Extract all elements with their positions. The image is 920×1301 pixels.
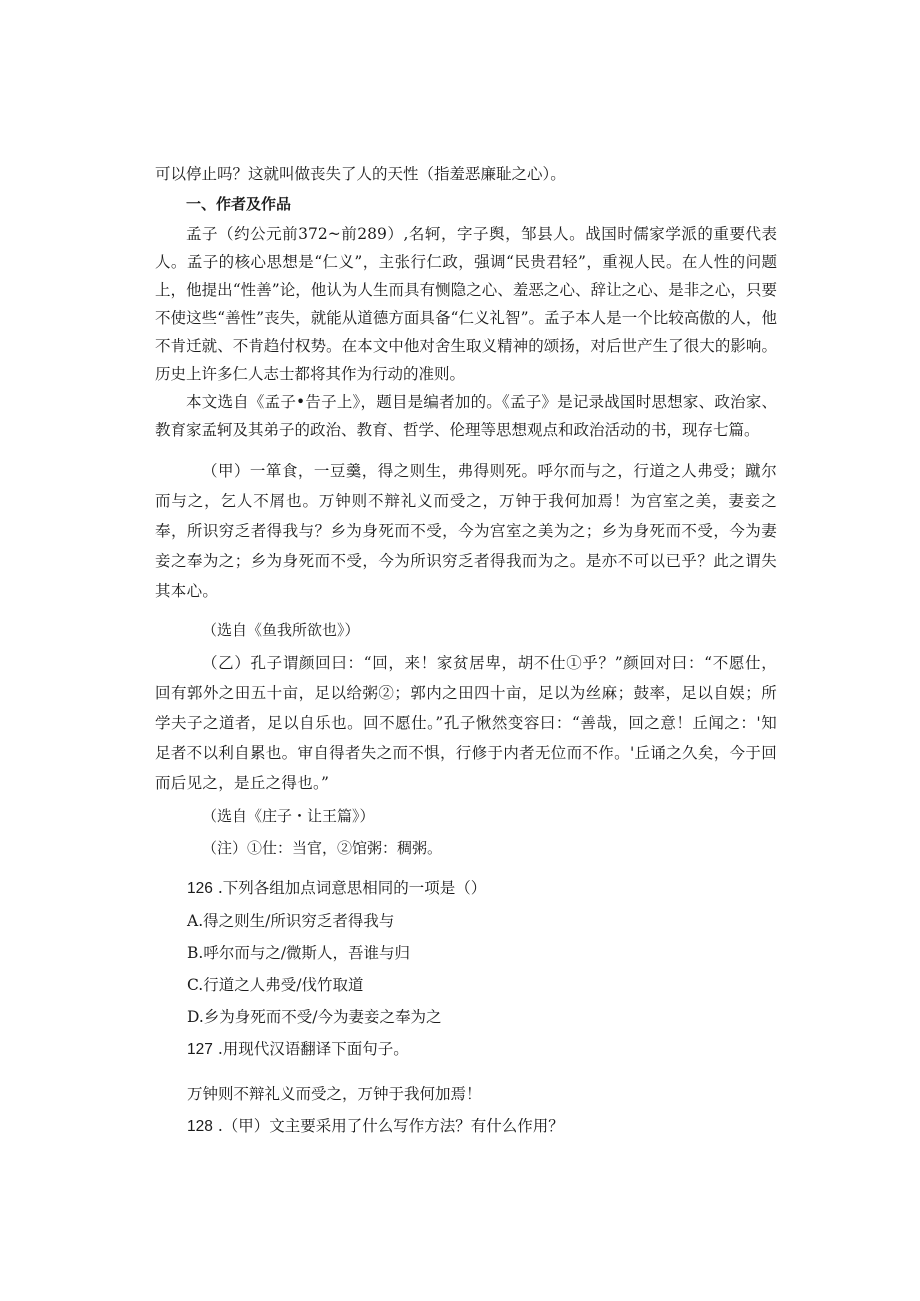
question-number: 126 [187, 880, 213, 897]
question-text: .下列各组加点词意思相同的一项是（） [217, 879, 487, 897]
passage-jia: （甲）一箪食，一豆羹，得之则生，弗得则死。呼尔而与之，行道之人弗受；蹴尔而与之，乞人不屑也。万钟则不辩礼义而受之，万钟于我何加焉！为宫室之美，妻妾之奉，所识穷乏者得我与？乡为身死而不受，今为宫室之美为之；乡为身死而不受，今为妻妾之奉为之；乡为身死而不受，今为所识穷乏者得我而为之。是亦不可以已乎？此之谓失其本心。 [155, 462, 777, 600]
question-number: 128 [187, 1118, 213, 1135]
passage-yi-note: （注）①仕：当官，②馆粥：稠粥。 [202, 839, 443, 857]
author-paragraph: 孟子（约公元前372~前289）,名轲，字子舆，邹县人。战国时儒家学派的重要代表人。孟子的核心思想是“仁义”，主张行仁政，强调“民贵君轻”，重视人民。在人性的问题上，他提出“性善”论，他认为人生而具有恻隐之心、羞恶之心、辞让之心、是非之心，只要不使这些“善性”丧失，就能从道德方面具备“仁义礼智”。孟子本人是一个比较高傲的人，他不肯迁就、不肯趋付权势。在本文中他对舍生取义精神的颂扬，对后世产生了很大的影响。历史上许多仁人志士都将其作为行动的准则。 [155, 225, 777, 383]
question-number: 127 [187, 1041, 213, 1058]
document-page [155, 160, 777, 1141]
passage-yi-source: （选自《庄子・让王篇》） [202, 807, 375, 825]
section-heading-author-works: 一、作者及作品 [186, 195, 292, 213]
translation-sentence: 万钟则不辩礼义而受之，万钟于我何加焉！ [187, 1085, 482, 1103]
question-text: .（甲）文主要采用了什么写作方法？有什么作用？ [217, 1117, 564, 1135]
intro-tail-paragraph: 可以停止吗？这就叫做丧失了人的天性（指羞恶廉耻之心）。 [155, 165, 566, 183]
option-c: C.行道之人弗受/伐竹取道 [187, 976, 364, 994]
question-127 [187, 1035, 777, 1064]
passage-jia-source: （选自《鱼我所欲也》） [202, 621, 360, 639]
option-b: B.呼尔而与之/微斯人，吾谁与归 [187, 944, 411, 962]
question-128 [187, 1112, 777, 1141]
option-d: D.乡为身死而不受/今为妻妾之奉为之 [187, 1008, 442, 1026]
question-text: .用现代汉语翻译下面句子。 [217, 1040, 409, 1058]
option-a: A.得之则生/所识穷乏者得我与 [187, 912, 395, 930]
question-126 [187, 874, 777, 903]
source-paragraph: 本文选自《孟子•告子上》，题目是编者加的。《孟子》是记录战国时思想家、政治家、教育家孟轲及其弟子的政治、教育、哲学、伦理等思想观点和政治活动的书，现存七篇。 [155, 393, 777, 439]
passage-yi: （乙）孔子谓颜回曰：“回，来！家贫居卑，胡不仕①乎？”颜回对曰：“不愿仕，回有郭外之田五十亩，足以给粥②；郭内之田四十亩，足以为丝麻；鼓率，足以自娱；所学夫子之道者，足以自乐也。回不愿仕。”孔子愀然变容曰：“善哉，回之意！丘闻之：'知足者不以利自累也。审自得者失之而不惧，行修于内者无位而不作。'丘诵之久矣，今于回而后见之，是丘之得也。” [155, 654, 777, 792]
